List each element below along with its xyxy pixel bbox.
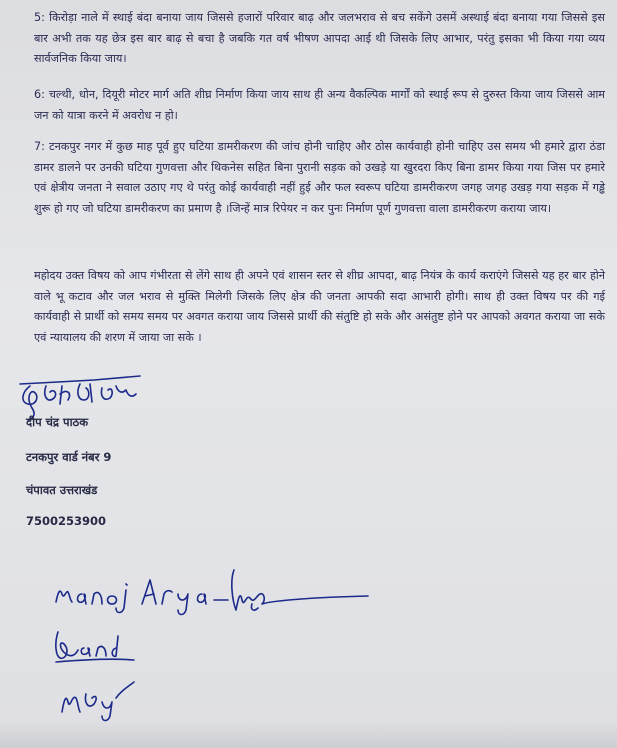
sender-phone: 7500253900	[26, 514, 107, 528]
paragraph-point-6	[34, 85, 605, 126]
sender-name: दीप चंद्र पाठक	[26, 415, 89, 429]
sender-ward: टनकपुर वार्ड नंबर 9	[26, 450, 112, 464]
page-bottom-shadow	[0, 720, 617, 748]
paragraph-text: 6: चल्थी, धोन, दियूरी मोटर मार्ग अति शीघ्र निर्माण किया जाय साथ ही अन्य वैकल्पिक मार्गों को स्थाई रूप से दुरुस्त किया जाय जिससे आम जन को यात्रा करने में अवरोध न हो।	[34, 88, 605, 122]
paragraph-text: 5: किरोड़ा नाले में स्थाई बंदा बनाया जाय जिससे हजारों परिवार बाढ़ और जलभराव से बच सकेंगे उसमें अस्थाई बंदा बनाया गया जिससे इस बार अभी तक यह छेत्र इस बार बाढ़ से बचा है जबकि गत वर्ष भीषण आपदा आई थी जिसके लिए आभार, परंतु इसका भी किया गया व्यय सार्वजनिक किया जाय।	[34, 11, 605, 65]
paragraph-point-5	[34, 8, 605, 70]
paragraph-text: महोदय उक्त विषय को आप गंभीरता से लेंगे साथ ही अपने एवं शासन स्तर से शीघ्र आपदा, बाढ़ नियंत्र के कार्य कराएंगे जिससे यह हर बार होने वाले भू कटाव और जल भराव से मुक्ति मिलेगी जिसके लिए क्षेत्र की जनता आपकी सदा आभारी होगी। साथ ही उक्त विषय पर की गई कार्यवाही से प्रार्थी को समय समय पर अवगत कराया जाय जिससे प्रार्थी की संतुष्टि हो सके और असंतुष्ट होने पर आपको अवगत कराया जा सके एवं न्यायालय की शरण में जाया जा सके ।	[34, 269, 605, 344]
sender-district: चंपावत उत्तराखंड	[26, 483, 98, 497]
paragraph-text: 7: टनकपुर नगर में कुछ माह पूर्व हुए घटिया डामरीकरण की जांच होनी चाहिए और ठोस कार्यवाही होनी चाहिए उस समय भी हमारे द्वारा ठंडा डामर डालने पर उनकी घटिया गुणवत्ता और थिकनेस सहित बिना पुरानी सड़क को उखड़े या खुरदरा किए बिना डामर किया गया जिस पर हमारे एवं क्षेत्रीय जनता ने सवाल उठाए गए थे परंतु कोई कार्यवाही नहीं हुई और फल स्वरूप घटिया डामरीकरण जगह जगह उखड़ गया सड़क में गड्ढे शुरू हो गए जो घटिया डामरीकरण का प्रमाण है ।जिन्हें मात्र रिपेयर न कर पुनः निर्माण पूर्ण गुणवत्ता वाला डामरीकरण कराया जाय।	[34, 140, 605, 215]
handwritten-signature-rand	[50, 624, 150, 672]
paragraph-closing-request	[34, 266, 605, 348]
handwritten-signature-mary	[56, 672, 146, 726]
paragraph-point-7	[34, 137, 605, 219]
